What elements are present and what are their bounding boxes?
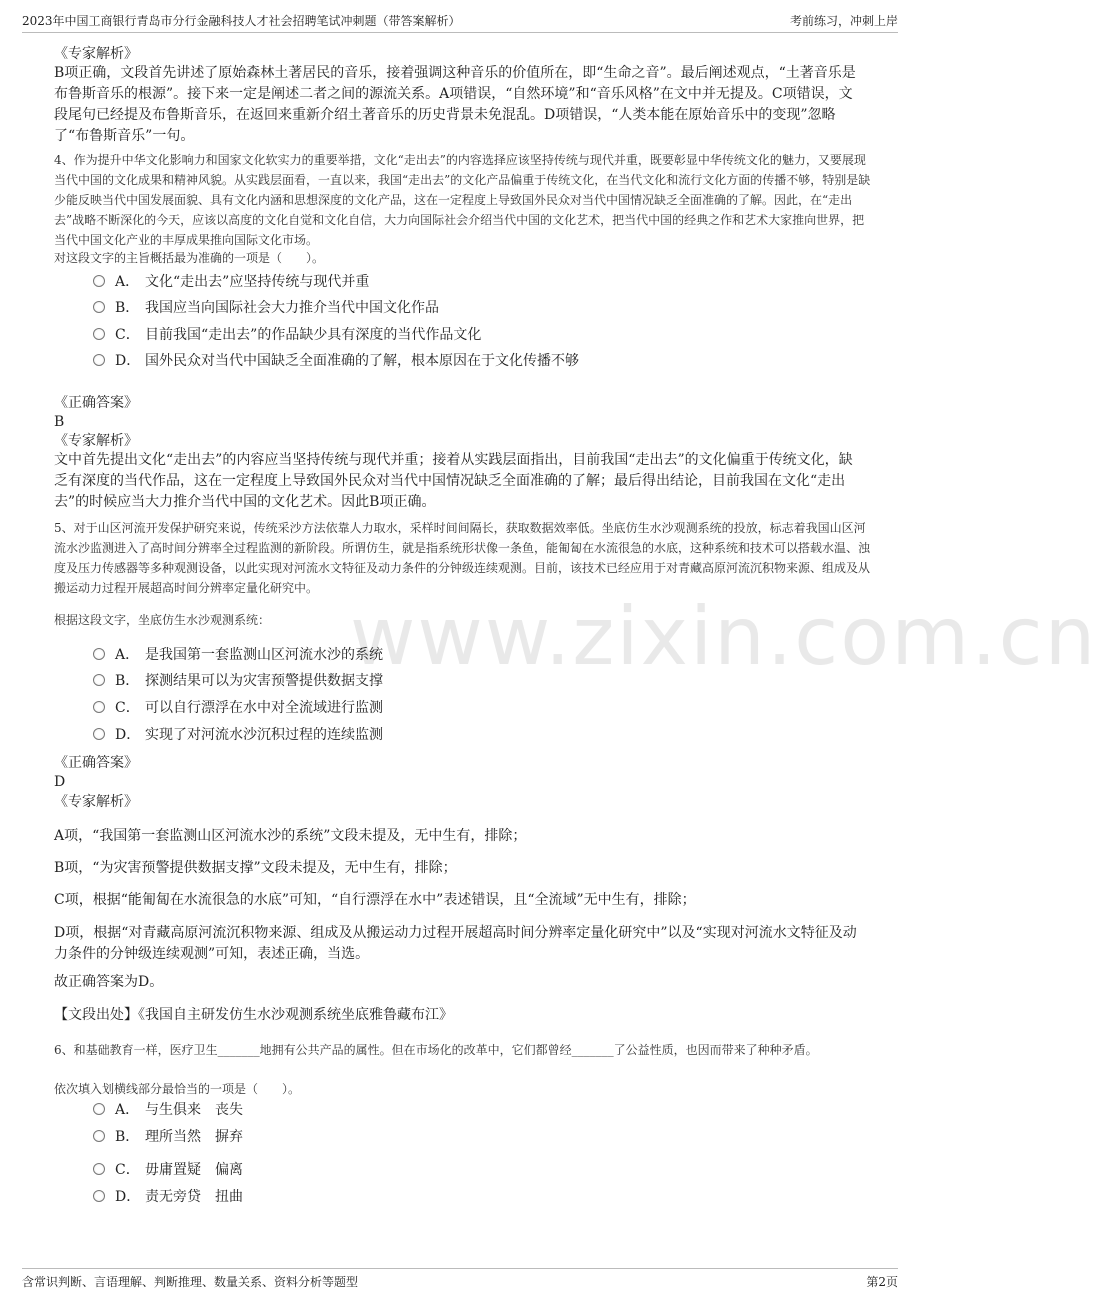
radio-icon[interactable] <box>93 328 105 340</box>
q6-option-c[interactable]: C． 毋庸置疑 偏离 <box>93 1160 243 1180</box>
q4-stem: 4、作为提升中华文化影响力和国家文化软实力的重要举措，文化“走出去”的内容选择应该坚持传统与现代并重，既要彰显中华传统文化的魅力，又要展现当代中国的文化成果和精神风貌。从实践层面看，一直以来，我国“走出去”的文化产品偏重于传统文化，在当代文化和流行文化方面的传播不够，特别是缺少能反映当代中国发展面貌、具有文化内涵和思想深度的文化产品，这在一定程度上导致国外民众对当代中国情况缺乏全面准确的了解。因此，在“走出去”战略不断深化的今天，应该以高度的文化自觉和文化自信，大力向国际社会介绍当代中国的文化艺术，把当代中国的经典之作和艺术大家推向世界，把当代中国文化产业的丰厚成果推向国际文化市场。 <box>54 153 871 247</box>
q4-option-a[interactable]: A． 文化“走出去”应坚持传统与现代并重 <box>93 272 369 292</box>
q5-analysis-a: A项，“我国第一套监测山区河流水沙的系统”文段未提及，无中生有，排除； <box>54 828 527 844</box>
radio-icon[interactable] <box>93 301 105 313</box>
page-number: 第2页 <box>866 1275 898 1289</box>
radio-icon[interactable] <box>93 1190 105 1202</box>
radio-icon[interactable] <box>93 701 105 713</box>
q5-ask: 根据这段文字，坐底仿生水沙观测系统： <box>54 613 271 627</box>
footer-text: 含常识判断、言语理解、判断推理、数量关系、资料分析等题型 <box>22 1275 359 1289</box>
q5-conclusion: 故正确答案为D。 <box>54 974 164 990</box>
radio-icon[interactable] <box>93 1130 105 1142</box>
q6-option-b[interactable]: B． 理所当然 摒弃 <box>93 1127 243 1147</box>
q4-ask: 对这段文字的主旨概括最为准确的一项是（ ）。 <box>54 251 325 265</box>
radio-icon[interactable] <box>93 674 105 686</box>
q5-stem: 5、对于山区河流开发保护研究来说，传统采沙方法依靠人力取水，采样时间间隔长，获取数据效率低。坐底仿生水沙观测系统的投放，标志着我国山区河流水沙监测进入了高时间分辨率全过程监测的新阶段。所谓仿生，就是指系统形状像一条鱼，能匍匐在水流很急的水底，这种系统和技术可以搭载水温、浊度及压力传感器等多种观测设备，以此实现对河流水文特征及动力条件的分钟级连续观测。目前，该技术已经应用于对青藏高原河流沉积物来源、组成及从搬运动力过程开展超高时间分辨率定量化研究中。 <box>54 521 871 595</box>
radio-icon[interactable] <box>93 1103 105 1115</box>
q5-analysis-b: B项，“为灾害预警提供数据支撑”文段未提及，无中生有，排除； <box>54 860 457 876</box>
q6-option-d[interactable]: D． 责无旁贷 扭曲 <box>93 1187 243 1207</box>
q6-ask: 依次填入划横线部分最恰当的一项是（ ）。 <box>54 1082 301 1096</box>
q4-option-b[interactable]: B． 我国应当向国际社会大力推介当代中国文化作品 <box>93 298 439 318</box>
q4-analysis-label: 《专家解析》 <box>54 433 138 449</box>
q4-option-c[interactable]: C． 目前我国“走出去”的作品缺少具有深度的当代作品文化 <box>93 325 481 345</box>
header-slogan: 考前练习，冲刺上岸 <box>789 14 898 28</box>
q4-option-d[interactable]: D． 国外民众对当代中国缺乏全面准确的了解，根本原因在于文化传播不够 <box>93 351 579 371</box>
q5-option-b[interactable]: B． 探测结果可以为灾害预警提供数据支撑 <box>93 671 383 691</box>
doc-title: 2023年中国工商银行青岛市分行金融科技人才社会招聘笔试冲刺题（带答案解析） <box>22 14 461 28</box>
radio-icon[interactable] <box>93 648 105 660</box>
prev-analysis-label: 《专家解析》 <box>54 46 138 62</box>
q5-option-a[interactable]: A． 是我国第一套监测山区河流水沙的系统 <box>93 645 383 665</box>
q4-answer: B <box>54 414 65 430</box>
watermark: www.zixin.com.cn <box>350 590 1097 683</box>
q5-analysis-label: 《专家解析》 <box>54 794 138 810</box>
q6-option-a[interactable]: A． 与生俱来 丧失 <box>93 1100 243 1120</box>
q5-option-d[interactable]: D． 实现了对河流水沙沉积过程的连续监测 <box>93 725 383 745</box>
q4-answer-label: 《正确答案》 <box>54 395 138 411</box>
q5-analysis-d: D项，根据“对青藏高原河流沉积物来源、组成及从搬运动力过程开展超高时间分辨率定量化研究中”以及“实现对河流水文特征及动力条件的分钟级连续观测”可知，表述正确，当选。 <box>54 925 857 962</box>
q5-answer: D <box>54 774 66 790</box>
q5-analysis-c: C项，根据“能匍匐在水流很急的水底”可知，“自行漂浮在水中”表述错误，且“全流域”无中生有，排除； <box>54 892 696 908</box>
page-footer <box>22 1268 898 1293</box>
q5-answer-label: 《正确答案》 <box>54 755 138 771</box>
page-header <box>22 8 898 33</box>
prev-analysis-text: B项正确，文段首先讲述了原始森林土著居民的音乐，接着强调这种音乐的价值所在，即“生命之音”。最后阐述观点，“土著音乐是布鲁斯音乐的根源”。接下来一定是阐述二者之间的源流关系。A项错误，“自然环境”和“音乐风格”在文中并无提及。C项错误，文段尾句已经提及布鲁斯音乐，在返回来重新介绍土著音乐的历史背景未免混乱。D项错误，“人类本能在原始音乐中的变现”忽略了“布鲁斯音乐”一句。 <box>54 65 856 144</box>
radio-icon[interactable] <box>93 728 105 740</box>
q4-analysis: 文中首先提出文化“走出去”的内容应当坚持传统与现代并重；接着从实践层面指出，目前我国“走出去”的文化偏重于传统文化，缺乏有深度的当代作品，这在一定程度上导致国外民众对当代中国情况缺乏全面准确的了解；最后得出结论，目前我国在文化“走出去”的时候应当大力推介当代中国的文化艺术。因此B项正确。 <box>54 452 853 510</box>
q6-stem: 6、和基础教育一样，医疗卫生_______地拥有公共产品的属性。但在市场化的改革中，它们都曾经_______了公益性质，也因而带来了种种矛盾。 <box>54 1043 818 1057</box>
q5-option-c[interactable]: C． 可以自行漂浮在水中对全流域进行监测 <box>93 698 383 718</box>
radio-icon[interactable] <box>93 354 105 366</box>
radio-icon[interactable] <box>93 1163 105 1175</box>
q5-source: 【文段出处】《我国自主研发仿生水沙观测系统坐底雅鲁藏布江》 <box>54 1007 453 1023</box>
radio-icon[interactable] <box>93 275 105 287</box>
